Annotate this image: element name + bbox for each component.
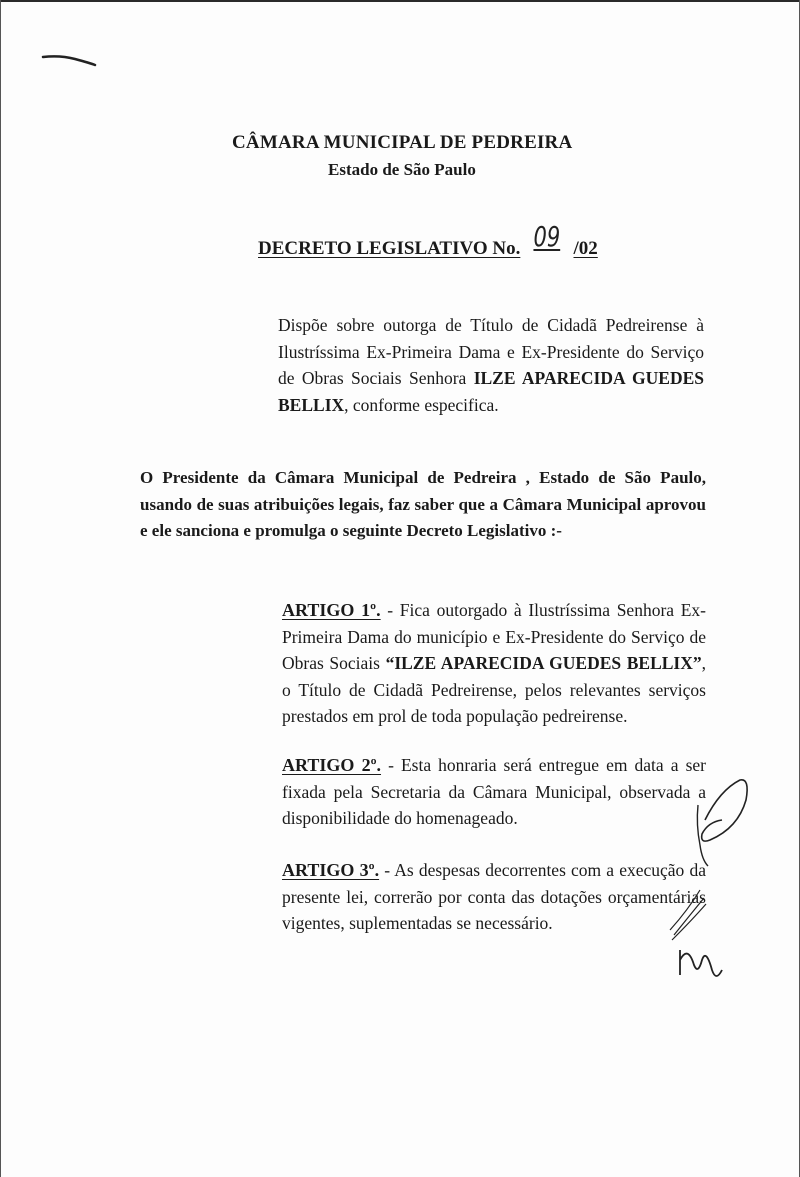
article-label: ARTIGO 2º. — [282, 755, 382, 775]
pen-stroke-mark — [40, 52, 100, 72]
article-text-start: - Fica outorgado à Ilustríssima Senhora Ex-Primeira Dama do município e Ex-Presidente do Serviço de Obras Sociais — [282, 600, 706, 673]
honoree-name: ILZE APARECIDA GUEDES BELLIX — [278, 368, 704, 415]
article-label: ARTIGO 1º. — [282, 600, 381, 620]
decree-title-prefix: DECRETO LEGISLATIVO No. — [258, 238, 521, 259]
ementa-text-end: , conforme especifica. — [344, 394, 499, 415]
ementa-text-start: Dispõe sobre outorga de Título de Cidadã Pedreirense à Ilustríssima Ex-Primeira Dama e Ex-Presidente do Serviço de Obras Sociais Senhora — [278, 315, 704, 388]
handwritten-signature — [650, 770, 770, 1000]
chamber-name: CÂMARA MUNICIPAL DE PEDREIRA — [232, 132, 573, 153]
article-emphasis: “ILZE APARECIDA GUEDES BELLIX” — [385, 653, 702, 673]
article-text: - Esta honraria será entregue em data a ser fixada pela Secretaria da Câmara Municipal, observada a disponibilidade do homenageado. — [282, 755, 706, 828]
preamble: O Presidente da Câmara Municipal de Pedreira , Estado de São Paulo, usando de suas atribuições legais, faz saber que a Câmara Municipal aprovou e ele sanciona e promulga o seguinte Decreto Legislativo :- — [140, 468, 706, 540]
decree-title — [258, 220, 598, 261]
decree-number-handwritten: 09 — [533, 220, 561, 253]
scan-border-top — [0, 0, 800, 2]
scan-border-left — [0, 0, 1, 1177]
article-label: ARTIGO 3º. — [282, 860, 380, 880]
ementa-summary — [278, 312, 704, 418]
article-3 — [140, 857, 706, 937]
article-text: - As despesas decorrentes com a execução da presente lei, correrão por conta das dotações orçamentárias vigentes, suplementadas se necessário. — [282, 860, 706, 933]
decree-year: /02 — [573, 238, 598, 259]
state-name: Estado de São Paulo — [328, 160, 476, 179]
article-text-end: , o Título de Cidadã Pedreirense, pelos relevantes serviços prestados em prol de toda população pedreirense. — [282, 653, 706, 726]
article-1 — [140, 597, 706, 730]
article-2 — [140, 752, 706, 832]
